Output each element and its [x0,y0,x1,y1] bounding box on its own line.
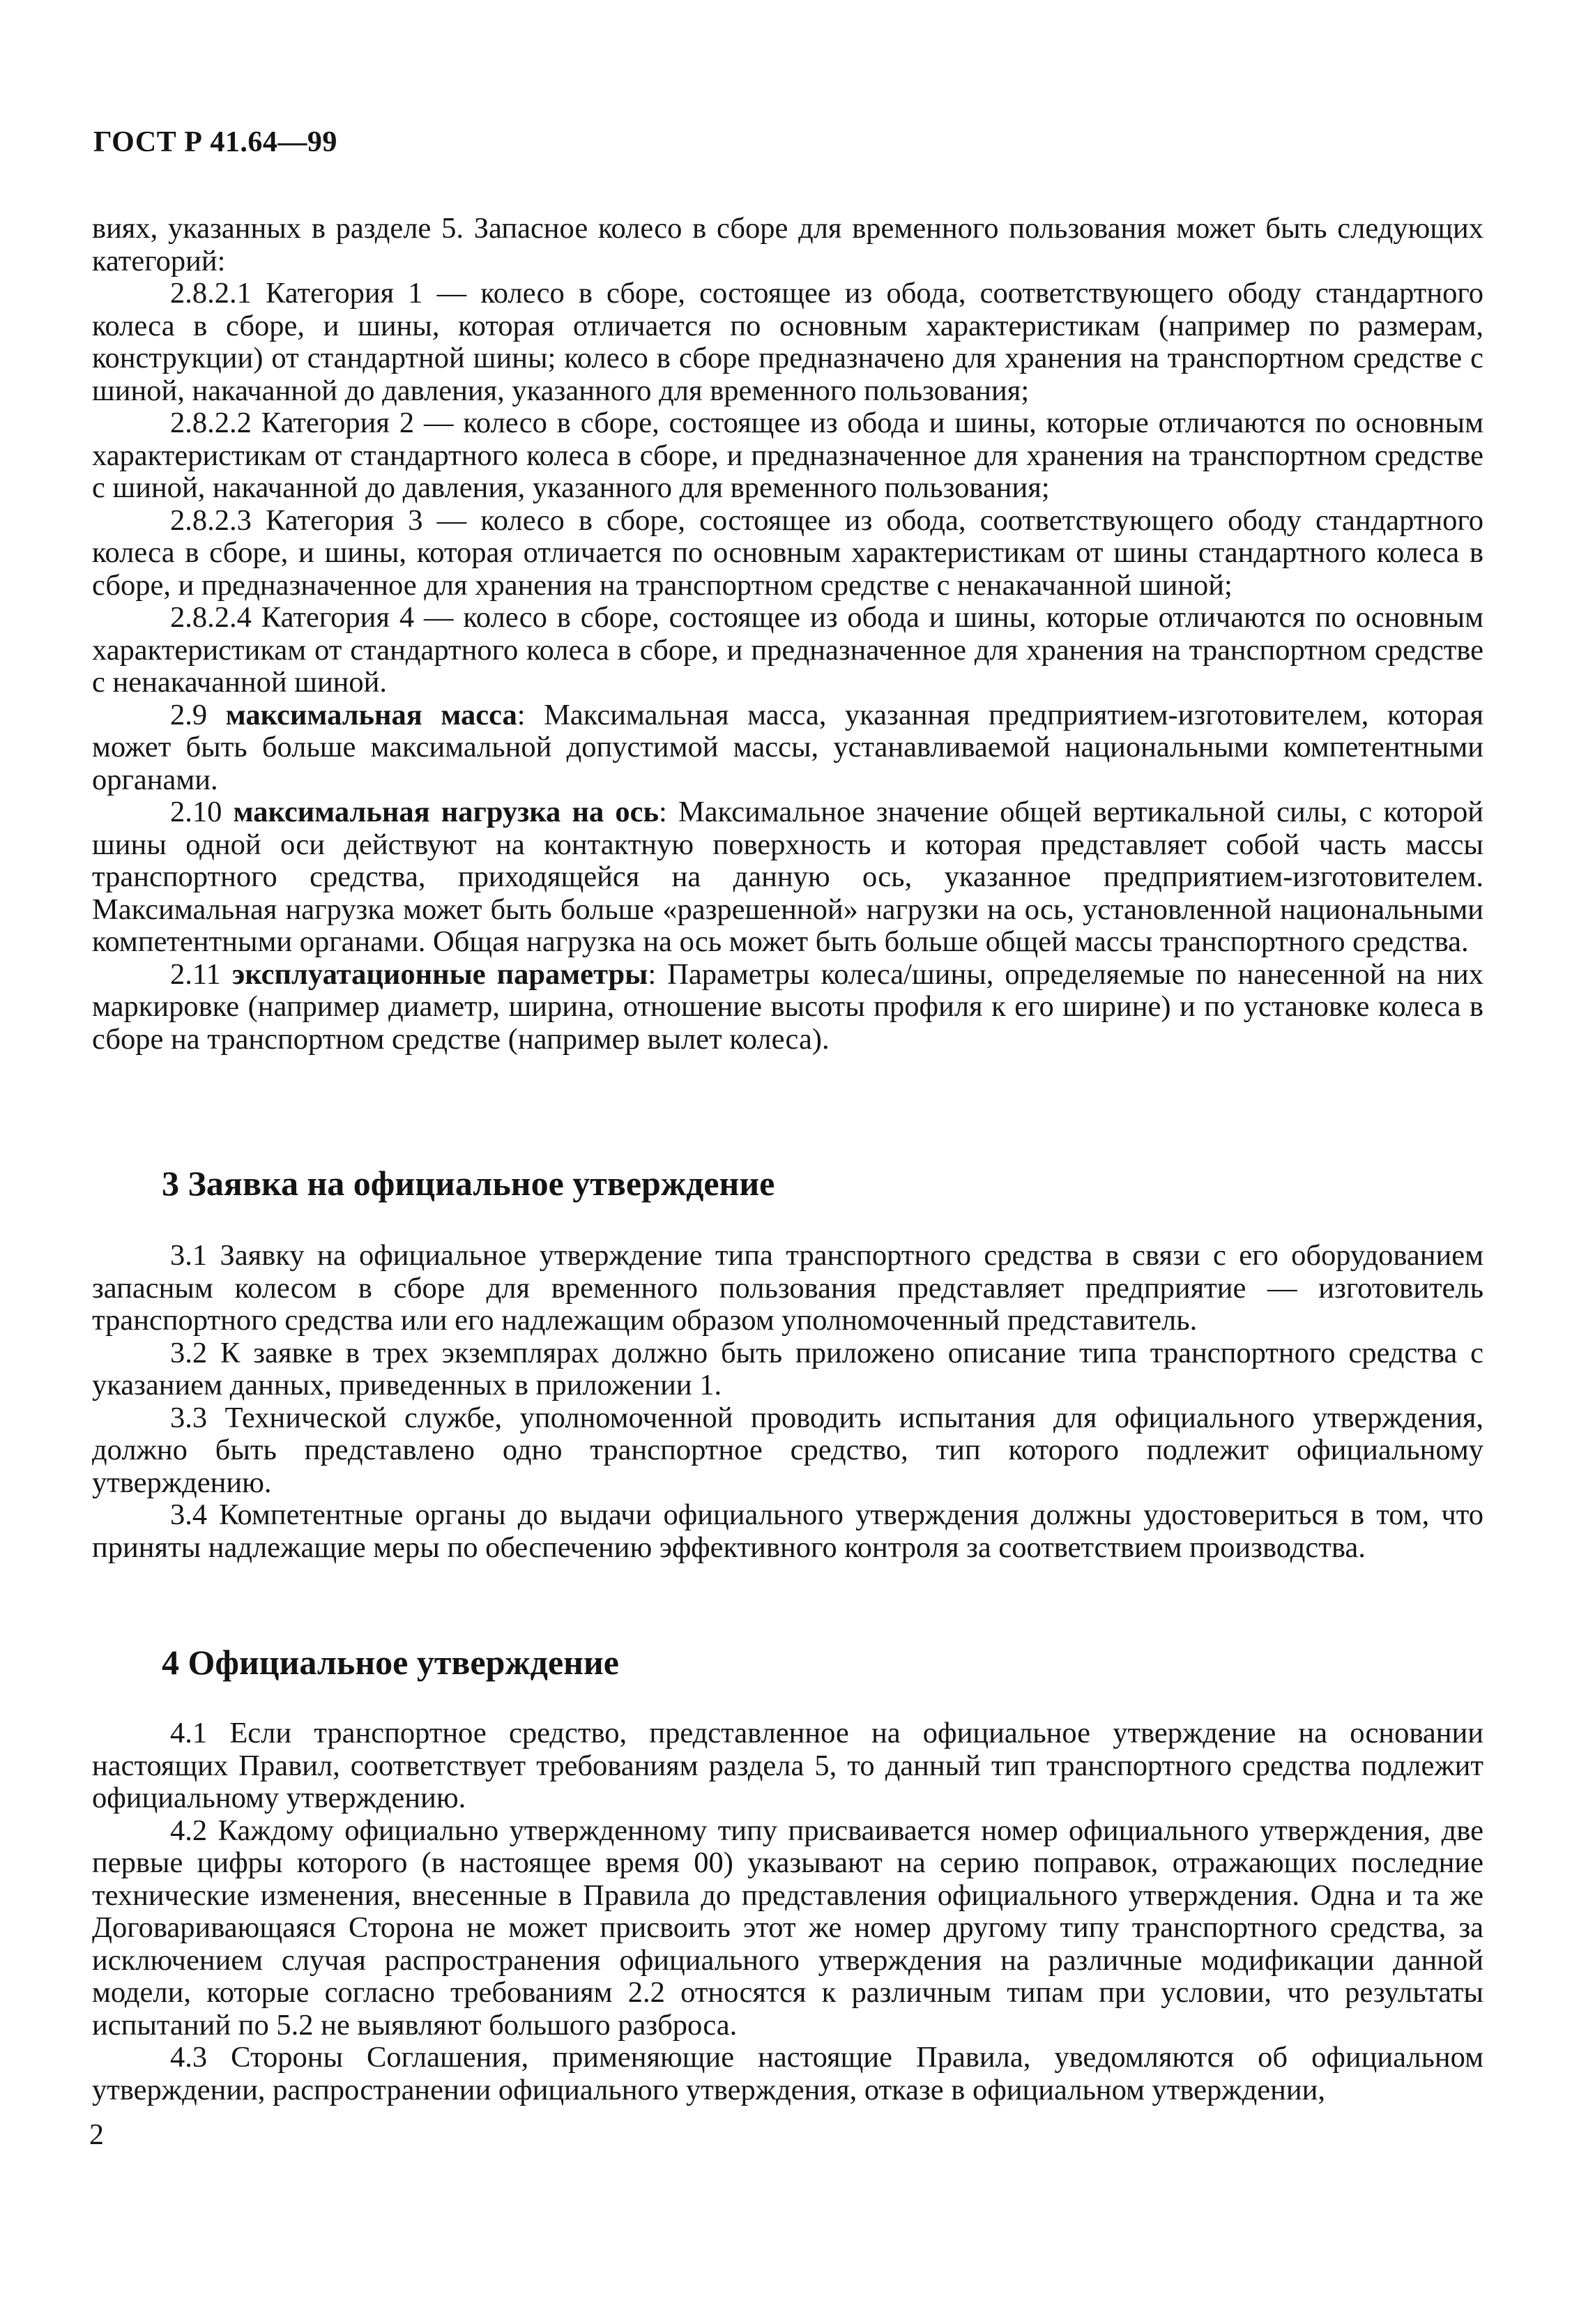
clause-number: 2.11 [170,957,221,991]
clause-number: 2.10 [170,796,222,828]
clause-number: 2.9 [170,698,208,731]
section-4-body [92,1717,1483,2106]
paragraph-4-3: 4.3 Стороны Соглашения, применяющие настоящие Правила, уведомляются об официальном утверждении, распространении официального утверждения, отказе в официальном утверждении, [92,2041,1483,2106]
paragraph-2-8-2-1: 2.8.2.1 Категория 1 — колесо в сборе, состоящее из обода, соответствующего ободу стандартного колеса в сборе, и шины, которая отличается по основным характеристикам (например по размерам, конструкции) от стандартной шины; колесо в сборе предназначено для хранения на транспортном средстве с шиной, накачанной до давления, указанного для временного пользования; [92,277,1483,407]
definition-text: : Максимальная масса, указанная предприятием-изготовителем, которая может быть больше максимальной допустимой массы, устанавливаемой национальными компетентными органами. [92,698,1484,796]
defined-term: максимальная масса [225,698,517,731]
paragraph-3-3: 3.3 Технической службе, уполномоченной проводить испытания для официального утверждения, должно быть представлено одно транспортное средство, тип которого подлежит официальному утверждению. [92,1401,1483,1499]
document-code-header: ГОСТ Р 41.64—99 [93,126,337,158]
paragraph-2-9 [92,699,1483,797]
definitions-block [92,213,1483,1056]
paragraph-3-1: 3.1 Заявку на официальное утверждение типа транспортного средства в связи с его оборудованием запасным колесом в сборе для временного пользования представляет предприятие — изготовитель транспортного средства или его надлежащим образом уполномоченный представитель. [92,1239,1483,1337]
paragraph-4-2: 4.2 Каждому официально утвержденному типу присваивается номер официального утверждения, две первые цифры которого (в настоящее время 00) указывают на серию поправок, отражающих последние технические изменения, внесенные в Правила до представления официального утверждения. Одна и та же Договаривающаяся Сторона не может присвоить этот же номер другому типу транспортного средства, за исключением случая распространения официального утверждения на различные модификации данной модели, которые согласно требованиям 2.2 относятся к различным типам при условии, что результаты испытаний по 5.2 не выявляют большого разброса. [92,1814,1483,2042]
paragraph-2-11 [92,959,1483,1056]
defined-term: эксплуатационные параметры [231,957,648,991]
page-number: 2 [89,2119,104,2151]
paragraph-2-8-2-2: 2.8.2.2 Категория 2 — колесо в сборе, состоящее из обода и шины, которые отличаются по основным характеристикам от стандартного колеса в сборе, и предназначенное для хранения на транспортном средстве с шиной, накачанной до давления, указанного для временного пользования; [92,407,1483,504]
paragraph-2-8-2-continued: виях, указанных в разделе 5. Запасное колесо в сборе для временного пользования может быть следующих категорий: [92,212,1483,278]
paragraph-2-10 [92,796,1483,959]
definition-text: : Параметры колеса/шины, определяемые по нанесенной на них маркировке (например диаметр, ширина, отношение высоты профиля к его ширине) и по установке колеса в сборе на транспортном средстве (например вылет колеса). [92,957,1484,1056]
defined-term: максимальная нагрузка на ось [233,796,659,828]
section-3-body [92,1240,1483,1564]
paragraph-3-4: 3.4 Компетентные органы до выдачи официального утверждения должны удостовериться в том, что приняты надлежащие меры по обеспечению эффективного контроля за соответствием производства. [92,1498,1483,1564]
paragraph-3-2: 3.2 К заявке в трех экземплярах должно быть приложено описание типа транспортного средства с указанием данных, приведенных в приложении 1. [92,1336,1483,1402]
section-3-heading: 3 Заявка на официальное утверждение [162,1164,775,1203]
paragraph-2-8-2-4: 2.8.2.4 Категория 4 — колесо в сборе, состоящее из обода и шины, которые отличаются по основным характеристикам от стандартного колеса в сборе, и предназначенное для хранения на транспортном средстве с ненакачанной шиной. [92,601,1483,699]
paragraph-4-1: 4.1 Если транспортное средство, представленное на официальное утверждение на основании настоящих Правил, соответствует требованиям раздела 5, то данный тип транспортного средства подлежит официальному утверждению. [92,1717,1483,1814]
section-4-heading: 4 Официальное утверждение [162,1643,619,1682]
definition-text: : Максимальное значение общей вертикальной силы, с которой шины одной оси действуют на контактную поверхность и которая представляет собой часть массы транспортного средства, приходящейся на данную ось, указанное предприятием-изготовителем. Максимальная нагрузка может быть больше «разрешенной» нагрузки на ось, установленной национальными компетентными органами. Общая нагрузка на ось может быть больше общей массы транспортного средства. [92,796,1484,958]
paragraph-2-8-2-3: 2.8.2.3 Категория 3 — колесо в сборе, состоящее из обода, соответствующего ободу стандартного колеса в сборе, и шины, которая отличается по основным характеристикам от шины стандартного колеса в сборе, и предназначенное для хранения на транспортном средстве с ненакачанной шиной; [92,503,1483,602]
